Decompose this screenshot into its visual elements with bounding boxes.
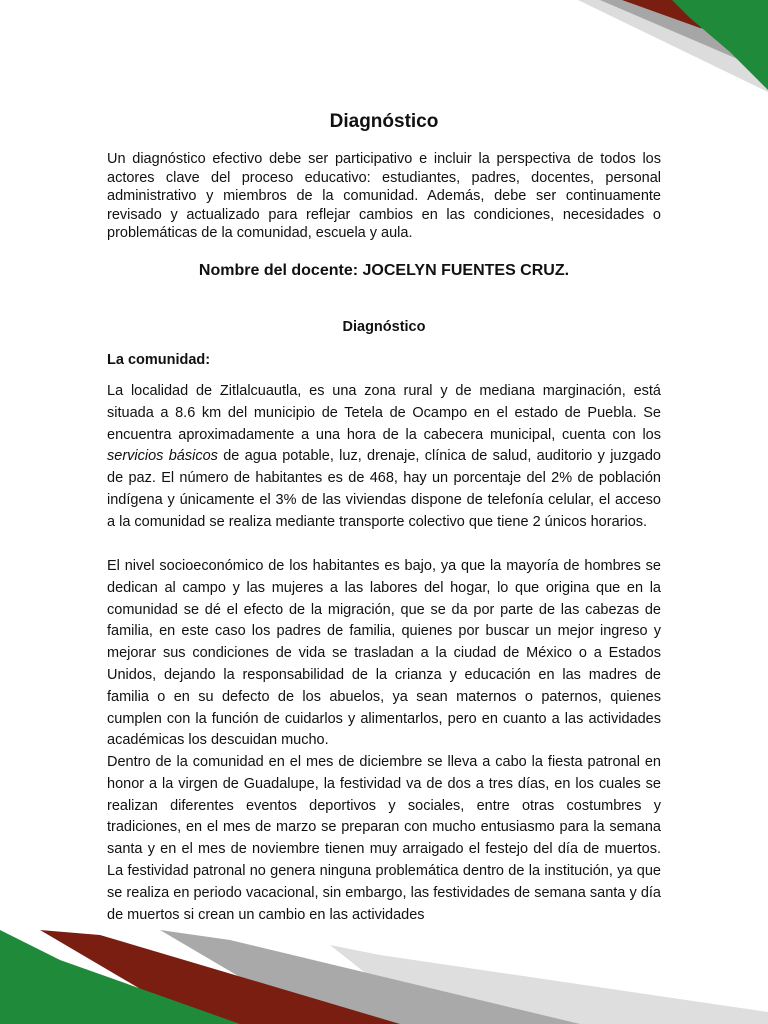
top-green-stripe <box>672 0 768 90</box>
paragraph-localidad <box>107 381 661 534</box>
bottom-light-gray-stripe <box>330 945 768 1024</box>
paragraph-localidad-italic: servicios básicos <box>107 448 218 465</box>
paragraph-localidad-part2: de agua potable, luz, drenaje, clínica de salud, auditorio y juzgado de paz. El número de habitantes es de 468, hay un porcentaje del 2% de población indígena y únicamente el 3% de las viviendas dispone de telefonía celular, el acceso a la comunidad se realiza mediante transporte colectivo que tiene 2 únicos horarios. <box>107 448 661 530</box>
bottom-green-stripe <box>0 930 240 1024</box>
document-title: Diagnóstico <box>329 111 439 132</box>
top-maroon-stripe <box>622 0 768 40</box>
intro-paragraph: Un diagnóstico efectivo debe ser participativo e incluir la perspectiva de todos los actores clave del proceso educativo: estudiantes, padres, docentes, personal administrativo y miembros de la comunidad. Además, debe ser continuamente revisado y actualizado para reflejar cambios en las condiciones, necesidades o problemáticas de la comunidad, escuela y aula. <box>107 151 661 242</box>
top-right-stripes <box>578 0 768 92</box>
top-light-gray-stripe <box>578 0 768 92</box>
paragraph-socioeconomico: El nivel socioeconómico de los habitantes es bajo, ya que la mayoría de hombres se dedican al campo y las mujeres a las labores del hogar, lo que origina que en la comunidad se dé el efecto de la migración, que se da por parte de las cabezas de familia, en este caso los padres de familia, quienes por buscar un mejor ingreso y mejorar sus condiciones de vida se trasladan a la ciudad de México o a Estados Unidos, dejando la responsabilidad de la crianza y educación en las madres de familia o en su defecto de los abuelos, ya sean maternos o paternos, quienes cumplen con la función de cuidarlos y alimentarlos, pero en cuanto a las actividades académicas los descuidan mucho. <box>107 558 661 749</box>
paragraph-localidad-part1: La localidad de Zitlalcuautla, es una zona rural y de mediana marginación, está situada a 8.6 km del municipio de Tetela de Ocampo en el estado de Puebla. Se encuentra aproximadamente a una hora de la cabecera municipal, cuenta con los <box>107 383 661 443</box>
bottom-gray-stripe <box>160 930 580 1024</box>
section-heading-comunidad: La comunidad: <box>107 352 211 368</box>
section-title: Diagnóstico <box>342 319 426 335</box>
teacher-label: Nombre del docente: <box>198 262 359 279</box>
paragraph-festividades: Dentro de la comunidad en el mes de diciembre se lleva a cabo la fiesta patronal en honor a la virgen de Guadalupe, la festividad va de dos a tres días, en los cuales se realizan diferentes eventos deportivos y sociales, entre otras costumbres y tradiciones, en el mes de marzo se preparan con mucho entusiasmo para la semana santa y en el mes de noviembre tienen muy arraigado el festejo del día de muertos. La festividad patronal no genera ninguna problemática dentro de la institución, ya que se realiza en periodo vacacional, sin embargo, las festividades de semana santa y día de muertos si crean un cambio en las actividades <box>107 754 661 922</box>
top-gray-stripe <box>600 0 768 72</box>
bottom-stripes <box>0 930 768 1024</box>
teacher-name: JOCELYN FUENTES CRUZ. <box>362 262 570 279</box>
bottom-maroon-stripe <box>40 930 400 1024</box>
teacher-line <box>107 261 661 281</box>
